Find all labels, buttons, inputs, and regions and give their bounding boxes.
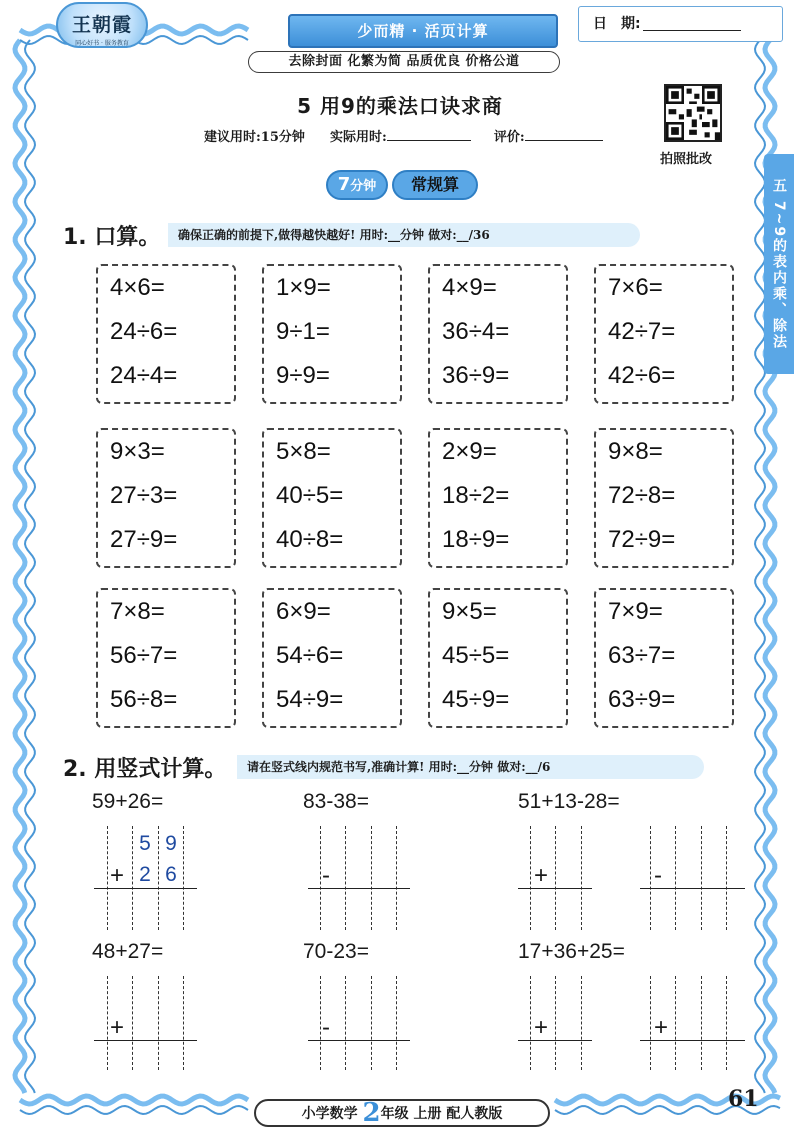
footer-badge bbox=[254, 1099, 550, 1127]
oral-calc-problem[interactable]: 18÷9= bbox=[442, 526, 510, 553]
column-guide-line bbox=[701, 976, 702, 1070]
oral-calc-box bbox=[96, 264, 236, 404]
footer-grade: 年级 bbox=[380, 1106, 409, 1122]
column-guide-line bbox=[675, 826, 676, 930]
oral-calc-box bbox=[96, 588, 236, 728]
plus-sign: + bbox=[654, 1014, 669, 1041]
oral-calc-problem[interactable]: 56÷7= bbox=[110, 642, 178, 669]
vertical-calc-problem: 70-23= bbox=[303, 940, 369, 963]
pill-category: 常规算 bbox=[392, 170, 478, 200]
vertical-calc-problem: 59+26= bbox=[92, 790, 164, 813]
column-guide-line bbox=[371, 826, 372, 930]
pill-minutes-unit: 分钟 bbox=[350, 179, 377, 194]
evaluation-label: 评价: bbox=[493, 130, 525, 145]
pill-minutes-number: 7 bbox=[337, 174, 351, 195]
minus-sign: - bbox=[322, 862, 330, 889]
footer-grade-number: 2 bbox=[362, 1098, 381, 1128]
oral-calc-problem[interactable]: 72÷9= bbox=[608, 526, 676, 553]
column-guide-line bbox=[183, 826, 184, 930]
oral-calc-box bbox=[428, 264, 568, 404]
column-guide-line bbox=[132, 976, 133, 1070]
frame-wave bbox=[20, 1106, 248, 1114]
column-guide-line bbox=[530, 976, 531, 1070]
oral-calc-problem[interactable]: 7×8= bbox=[110, 598, 165, 625]
oral-calc-problem[interactable]: 4×9= bbox=[442, 274, 497, 301]
oral-calc-problem[interactable]: 5×8= bbox=[276, 438, 331, 465]
example-digit: 9 bbox=[165, 832, 177, 855]
column-guide-line bbox=[726, 976, 727, 1070]
actual-time-blank[interactable] bbox=[387, 127, 471, 141]
vertical-calc-problem: 51+13-28= bbox=[518, 790, 620, 813]
result-line bbox=[518, 888, 592, 889]
section1-note: 确保正确的前提下,做得越快越好! 用时:__分钟 做对:__/36 bbox=[168, 223, 640, 247]
oral-calc-box bbox=[96, 428, 236, 568]
oral-calc-problem[interactable]: 45÷9= bbox=[442, 686, 510, 713]
oral-calc-box bbox=[594, 588, 734, 728]
pill-minutes bbox=[326, 170, 388, 200]
frame-wave bbox=[15, 40, 25, 1093]
vertical-calc-problem: 83-38= bbox=[303, 790, 369, 813]
oral-calc-box bbox=[428, 428, 568, 568]
column-guide-line bbox=[675, 976, 676, 1070]
plus-sign: + bbox=[534, 862, 549, 889]
column-guide-line bbox=[320, 826, 321, 930]
vertical-calc-problem: 17+36+25= bbox=[518, 940, 625, 963]
slogan: 去除封面 化繁为简 品质优良 价格公道 bbox=[248, 51, 560, 73]
footer-subject: 小学数学 bbox=[301, 1106, 358, 1122]
logo-subtitle: 同心好书 · 服务教育 bbox=[75, 40, 129, 47]
example-digit: 2 bbox=[139, 863, 151, 886]
plus-sign: + bbox=[534, 1014, 549, 1041]
column-guide-line bbox=[581, 976, 582, 1070]
oral-calc-problem[interactable]: 2×9= bbox=[442, 438, 497, 465]
column-guide-line bbox=[158, 826, 159, 930]
oral-calc-problem[interactable]: 54÷6= bbox=[276, 642, 344, 669]
oral-calc-box bbox=[262, 588, 402, 728]
column-guide-line bbox=[345, 826, 346, 930]
oral-calc-problem[interactable]: 45÷5= bbox=[442, 642, 510, 669]
section1-heading: 1. 口算。 bbox=[63, 225, 161, 250]
column-guide-line bbox=[581, 826, 582, 930]
footer-edition: 配人教版 bbox=[446, 1106, 503, 1122]
oral-calc-problem[interactable]: 9×3= bbox=[110, 438, 165, 465]
oral-calc-box bbox=[594, 264, 734, 404]
oral-calc-problem[interactable]: 9×8= bbox=[608, 438, 663, 465]
page-title: 5 用9的乘法口诀求商 bbox=[297, 94, 503, 118]
oral-calc-problem[interactable]: 63÷9= bbox=[608, 686, 676, 713]
logo-name: 王朝霞 bbox=[71, 14, 132, 36]
oral-calc-problem[interactable]: 63÷7= bbox=[608, 642, 676, 669]
oral-calc-problem[interactable]: 56÷8= bbox=[110, 686, 178, 713]
date-label: 日 期: bbox=[593, 16, 641, 32]
example-digit: 5 bbox=[139, 832, 151, 855]
section2-note: 请在竖式线内规范书写,准确计算! 用时:__分钟 做对:__/6 bbox=[237, 755, 704, 779]
plus-sign: + bbox=[110, 862, 125, 889]
example-digit: 6 bbox=[165, 863, 177, 886]
suggested-time: 建议用时:15分钟 bbox=[204, 130, 305, 145]
oral-calc-problem[interactable]: 36÷9= bbox=[442, 362, 510, 389]
column-guide-line bbox=[371, 976, 372, 1070]
oral-calc-problem[interactable]: 1×9= bbox=[276, 274, 331, 301]
oral-calc-problem[interactable]: 24÷6= bbox=[110, 318, 178, 345]
column-guide-line bbox=[555, 826, 556, 930]
chapter-side-tab: 五 7~9的表内乘、除法 bbox=[764, 154, 794, 374]
column-guide-line bbox=[555, 976, 556, 1070]
column-guide-line bbox=[650, 826, 651, 930]
oral-calc-box bbox=[594, 428, 734, 568]
plus-sign: + bbox=[110, 1014, 125, 1041]
oral-calc-problem[interactable]: 42÷6= bbox=[608, 362, 676, 389]
evaluation-blank[interactable] bbox=[525, 127, 603, 141]
frame-wave bbox=[20, 1096, 248, 1104]
oral-calc-problem[interactable]: 40÷8= bbox=[276, 526, 344, 553]
oral-calc-problem[interactable]: 27÷9= bbox=[110, 526, 178, 553]
oral-calc-box bbox=[262, 428, 402, 568]
oral-calc-problem[interactable]: 9÷9= bbox=[276, 362, 330, 389]
oral-calc-problem[interactable]: 36÷4= bbox=[442, 318, 510, 345]
column-guide-line bbox=[107, 826, 108, 930]
oral-calc-problem[interactable]: 7×6= bbox=[608, 274, 663, 301]
page-number: 61 bbox=[728, 1086, 759, 1112]
column-guide-line bbox=[158, 976, 159, 1070]
column-guide-line bbox=[320, 976, 321, 1070]
oral-calc-problem[interactable]: 27÷3= bbox=[110, 482, 178, 509]
oral-calc-problem[interactable]: 42÷7= bbox=[608, 318, 676, 345]
oral-calc-problem[interactable]: 54÷9= bbox=[276, 686, 344, 713]
series-banner: 少而精 · 活页计算 bbox=[288, 14, 558, 48]
oral-calc-problem[interactable]: 4×6= bbox=[110, 274, 165, 301]
oral-calc-problem[interactable]: 24÷4= bbox=[110, 362, 178, 389]
time-meta bbox=[204, 126, 603, 145]
column-guide-line bbox=[107, 976, 108, 1070]
vertical-calc-problem: 48+27= bbox=[92, 940, 164, 963]
column-guide-line bbox=[530, 826, 531, 930]
oral-calc-problem[interactable]: 72÷8= bbox=[608, 482, 676, 509]
minus-sign: - bbox=[654, 862, 662, 889]
time-pill bbox=[326, 170, 480, 200]
column-guide-line bbox=[345, 976, 346, 1070]
oral-calc-problem[interactable]: 9÷1= bbox=[276, 318, 330, 345]
result-line bbox=[518, 1040, 592, 1041]
column-guide-line bbox=[183, 976, 184, 1070]
column-guide-line bbox=[396, 976, 397, 1070]
date-field[interactable] bbox=[578, 6, 783, 42]
publisher-logo bbox=[56, 2, 148, 48]
oral-calc-box bbox=[428, 588, 568, 728]
column-guide-line bbox=[701, 826, 702, 930]
column-guide-line bbox=[132, 826, 133, 930]
footer-term: 上册 bbox=[413, 1106, 442, 1122]
column-guide-line bbox=[396, 826, 397, 930]
qr-caption: 拍照批改 bbox=[660, 152, 713, 167]
minus-sign: - bbox=[322, 1014, 330, 1041]
column-guide-line bbox=[726, 826, 727, 930]
column-guide-line bbox=[650, 976, 651, 1070]
qr-code-icon[interactable] bbox=[664, 84, 722, 142]
oral-calc-box bbox=[262, 264, 402, 404]
oral-calc-problem[interactable]: 40÷5= bbox=[276, 482, 344, 509]
section2-heading: 2. 用竖式计算。 bbox=[63, 757, 227, 782]
oral-calc-problem[interactable]: 9×5= bbox=[442, 598, 497, 625]
oral-calc-problem[interactable]: 6×9= bbox=[276, 598, 331, 625]
actual-time-label: 实际用时: bbox=[329, 130, 387, 145]
oral-calc-problem[interactable]: 7×9= bbox=[608, 598, 663, 625]
oral-calc-problem[interactable]: 18÷2= bbox=[442, 482, 510, 509]
date-blank[interactable] bbox=[643, 17, 741, 31]
